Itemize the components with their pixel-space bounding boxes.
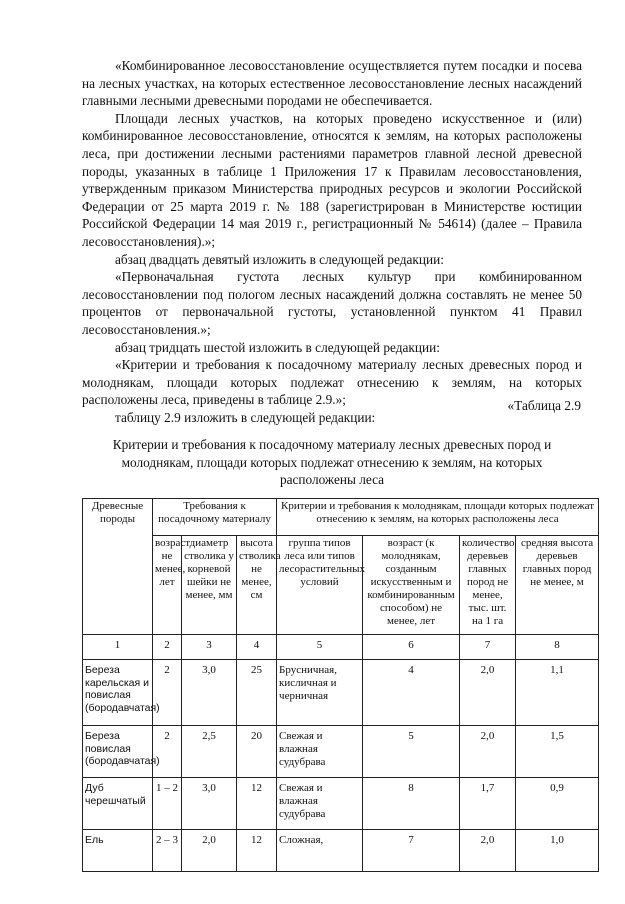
subheader-young-age: возраст (к молоднякам, созданным искусственным и комбинированным способом) не менее, лет [363, 536, 460, 635]
column-number: 8 [516, 635, 599, 660]
cell-forest-type: Свежая и влажная судубрава [277, 778, 363, 830]
paragraph: таблицу 2.9 изложить в следующей редакции: [115, 409, 376, 425]
subheader-avg-height: средняя высота деревьев главных пород не менее, м [516, 536, 599, 635]
cell-young-age: 4 [363, 660, 460, 726]
table-row [83, 726, 599, 778]
paragraph: «Первоначальная густота лесных культур при комбинированном лесовосстановлении под пологом лесных насаждений должна составлять не менее 50 процентов от первоначальной густоты, установленной пунктом 41 Правил лесовосстановления.»; [82, 269, 582, 337]
cell-count: 2,0 [460, 660, 516, 726]
criteria-table [82, 498, 599, 872]
column-number: 5 [277, 635, 363, 660]
cell-age: 2 – 3 [153, 830, 182, 872]
cell-height: 12 [237, 830, 277, 872]
subheader-count: количество деревьев главных пород не менее, тыс. шт. на 1 га [460, 536, 516, 635]
cell-count: 1,7 [460, 778, 516, 830]
paragraph: Площади лесных участков, на которых проведено искусственное и (или) комбинированное лесовосстановление, относятся к землям, на которых расположены леса, при достижении лесными растениями параметров главной лесной древесной породы, указанных в таблице 1 Приложения 17 к Правилам лесовосстановления, утвержденным приказом Министерства природных ресурсов и экологии Российской Федерации от 25 марта 2019 г. № 188 (зарегистрирован в Министерстве юстиции Российской Федерации 14 мая 2019 г., регистрационный № 54614) (далее – Правила лесовосстановления).»; [82, 110, 582, 249]
header-species: Древесные породы [83, 499, 153, 635]
cell-species: Ель [83, 830, 153, 872]
table-title [82, 436, 582, 489]
paragraph: «Критерии и требования к посадочному материалу лесных древесных пород и молоднякам, площади которых подлежат отнесению к землям, на которых расположены леса, приведены в таблице 2.9.»; [82, 357, 582, 408]
table-row [83, 660, 599, 726]
column-number: 7 [460, 635, 516, 660]
cell-forest-type: Свежая и влажная судубрава [277, 726, 363, 778]
cell-avg-height: 1,0 [516, 830, 599, 872]
subheader-height: высота стволика не менее, см [237, 536, 277, 635]
cell-age: 1 – 2 [153, 778, 182, 830]
table-subheader-row [83, 536, 599, 635]
table-header-row [83, 499, 599, 536]
cell-young-age: 8 [363, 778, 460, 830]
paragraph: абзац двадцать девятый изложить в следующей редакции: [115, 251, 444, 267]
column-number: 2 [153, 635, 182, 660]
header-planting-material: Требования к посадочному материалу [153, 499, 277, 536]
cell-height: 25 [237, 660, 277, 726]
cell-age: 2 [153, 660, 182, 726]
cell-count: 2,0 [460, 830, 516, 872]
cell-young-age: 7 [363, 830, 460, 872]
cell-height: 20 [237, 726, 277, 778]
cell-species: Береза повислая (бородавчатая) [83, 726, 153, 778]
cell-diameter: 2,0 [182, 830, 237, 872]
cell-avg-height: 0,9 [516, 778, 599, 830]
paragraph: «Комбинированное лесовосстановление осуществляется путем посадки и посева на лесных участках, на которых естественное лесовосстановление лесных насаждений главными лесными древесными породами не обеспечивается. [82, 58, 582, 109]
subheader-forest-type: группа типов леса или типов лесорастительных условий [277, 536, 363, 635]
table-row [83, 830, 599, 872]
column-number: 3 [182, 635, 237, 660]
subheader-age: возраст не менее, лет [153, 536, 182, 635]
cell-avg-height: 1,5 [516, 726, 599, 778]
column-number: 1 [83, 635, 153, 660]
column-number: 6 [363, 635, 460, 660]
table-row [83, 778, 599, 830]
body-text [82, 57, 582, 426]
header-young-stands: Критерии и требования к молоднякам, площади которых подлежат отнесению к землям, на которых расположены леса [277, 499, 599, 536]
cell-species: Дуб черешчатый [83, 778, 153, 830]
cell-young-age: 5 [363, 726, 460, 778]
paragraph: абзац тридцать шестой изложить в следующей редакции: [115, 339, 440, 355]
cell-diameter: 3,0 [182, 778, 237, 830]
cell-height: 12 [237, 778, 277, 830]
table-label: «Таблица 2.9 [507, 398, 581, 413]
table-title-line: расположены леса [279, 472, 385, 488]
cell-species: Береза карельская и повислая (бородавчатая) [83, 660, 153, 726]
cell-avg-height: 1,1 [516, 660, 599, 726]
cell-diameter: 3,0 [182, 660, 237, 726]
column-number: 4 [237, 635, 277, 660]
cell-diameter: 2,5 [182, 726, 237, 778]
cell-forest-type: Брусничная, кисличная и черничная [277, 660, 363, 726]
cell-count: 2,0 [460, 726, 516, 778]
table-title-line: Критерии и требования к посадочному материалу лесных древесных пород и молоднякам, площади которых подлежат отнесению к землям, на которых [112, 437, 552, 470]
cell-forest-type: Сложная, [277, 830, 363, 872]
cell-age: 2 [153, 726, 182, 778]
column-number-row [83, 635, 599, 660]
subheader-diameter: диаметр стволика у корневой шейки не менее, мм [182, 536, 237, 635]
